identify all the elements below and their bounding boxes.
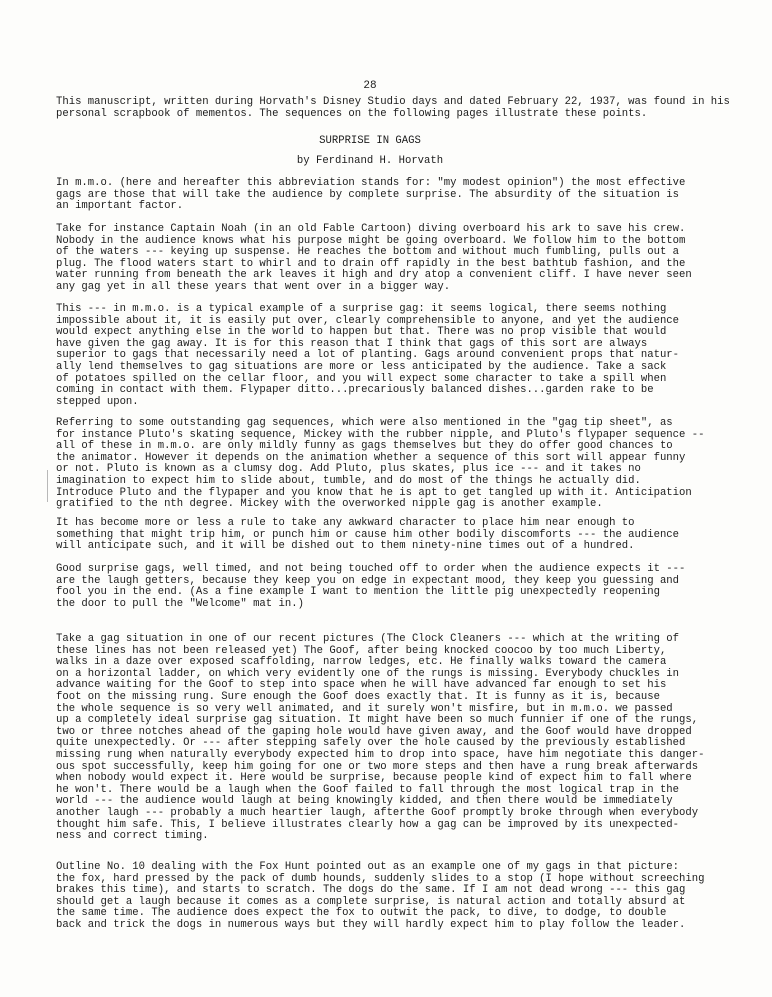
paragraph-8 xyxy=(56,862,746,932)
paragraph-text: Take for instance Captain Noah (in an old Fable Cartoon) diving overboard his ark to save his crew. Nobody in the audience knows what his purpose might be going overboard. We follow him to the bottom of the waters --- keying up suspense. He reaches the bottom and without much fumbling, pulls out a plug. The flood waters start to whirl and to drain off rapidly in the best bathtub fashion, and the water running from beneath the ark leaves it high and dry atop a convenient cliff. I have never seen any gag yet in all these years that went over in a bigger way. xyxy=(56,223,692,293)
paragraph-text: Take a gag situation in one of our recent pictures (The Clock Cleaners --- which at the writing of these lines has not been released yet) The Goof, after being knocked coocoo by too much Liberty, walks in a daze over exposed scaffolding, narrow ledges, etc. He finally walks toward the camera on a horizontal ladder, on which very evidently one of the rungs is missing. Everybody chuckles in advance waiting for the Goof to step into space when he will have advanced far enough to set his foot on the missing rung. Sure enough the Goof does exactly that. It is funny as it is, because the whole sequence is so very well animated, and it surely won't misfire, but in m.m.o. we passed up a completely ideal surprise gag situation. It might have been so much funnier if one of the rungs, two or three notches ahead of the gaping hole would have given away, and the Goof would have dropped quite unexpectedly. Or --- after stepping safely over the hole caused by the previously established missing rung when naturally everybody expected him to drop into space, have him negotiate this danger- ous spot successfully, keep him going for one or two more steps and then have a rung break afterwards when nobody would expect it. Here would be surprise, because people kind of expect him to fall where he won't. There would be a laugh when the Goof failed to fall through the most logical trap in the world --- the audience would laugh at being knowingly kidded, and then there would be immediately another laugh --- probably a much heartier laugh, afterthe Goof promptly broke through when everybody thought him safe. This, I believe illustrates clearly how a gag can be improved by its unexpected- ness and correct timing. xyxy=(56,633,705,843)
paragraph-6 xyxy=(56,564,746,610)
page-number: 28 xyxy=(363,80,377,92)
intro-note: This manuscript, written during Horvath's Disney Studio days and dated February 22, 1937, was found in his personal scrapbook of mementos. The sequences on the following pages illustrate these points. xyxy=(56,96,730,120)
paragraph-text: In m.m.o. (here and hereafter this abbreviation stands for: "my modest opinion") the most effective gags are those that will take the audience by complete surprise. The absurdity of the situation is an important factor. xyxy=(56,177,686,213)
author-byline: by Ferdinand H. Horvath xyxy=(296,155,444,167)
margin-mark xyxy=(47,470,48,502)
document-title: SURPRISE IN GAGS xyxy=(319,135,421,147)
paragraph-text: This --- in m.m.o. is a typical example of a surprise gag: it seems logical, there seems nothing impossible about it, it is easily put over, clearly comprehensible to anyone, and yet the audience would expect anything else in the world to happen but that. There was no prop visible that would have given the gag away. It is for this reason that I think that gags of this sort are always superior to gags that necessarily need a lot of planting. Gags around convenient props that natur- ally lend themselves to gag situations are more or less anticipated by the audience. Take a sack of potatoes spilled on the cellar floor, and you will expect some character to take a spill when coming in contact with them. Flypaper ditto...precariously balanced dishes...garden rake to be stepped upon. xyxy=(56,303,680,408)
paragraph-2 xyxy=(56,224,746,294)
paragraph-1 xyxy=(56,178,746,213)
paragraph-3 xyxy=(56,304,746,408)
paragraph-text: Good surprise gags, well timed, and not being touched off to order when the audience expects it --- are the laugh getters, because they keep you on edge in expectant mood, they keep you guessing and fool you in the end. (As a fine example I want to mention the little pig unexpectedly reopening the door to pull the "Welcome" mat in.) xyxy=(56,563,686,610)
paragraph-text: It has become more or less a rule to take any awkward character to place him near enough to something that might trip him, or punch him or cause him other bodily discomforts --- the audience will anticipate such, and it will be dished out to them ninety-nine times out of a hundred. xyxy=(56,517,680,553)
paragraph-7 xyxy=(56,634,746,843)
paragraph-5 xyxy=(56,518,746,553)
paragraph-text: Referring to some outstanding gag sequences, which were also mentioned in the "gag tip sheet", as for instance Pluto's skating sequence, Mickey with the rubber nipple, and Pluto's flypaper sequence -- all of these in m.m.o. are only mildly funny as gags themselves but they do offer good chances to the animator. However it depends on the animation whether a sequence of this sort will appear funny or not. Pluto is known as a clumsy dog. Add Pluto, plus skates, plus ice --- and it takes no imagination to expect him to slide about, tumble, and do most of the things he actually did. Introduce Pluto and the flypaper and you know that he is apt to get tangled up with it. Anticipation gratified to the nth degree. Mickey with the overworked nipple gag is another example. xyxy=(56,417,705,511)
paragraph-text: Outline No. 10 dealing with the Fox Hunt pointed out as an example one of my gags in that picture: the fox, hard pressed by the pack of dumb hounds, suddenly slides to a stop (I hope without screeching brakes this time), and starts to scratch. The dogs do the same. If I am not dead wrong --- this gag should get a laugh because it comes as a complete surprise, is natural action and totally absurd at the same time. The audience does expect the fox to outwit the pack, to dive, to dodge, to double back and trick the dogs in numerous ways but they will hardly expect him to play follow the leader. xyxy=(56,861,705,931)
paragraph-4 xyxy=(56,418,746,511)
